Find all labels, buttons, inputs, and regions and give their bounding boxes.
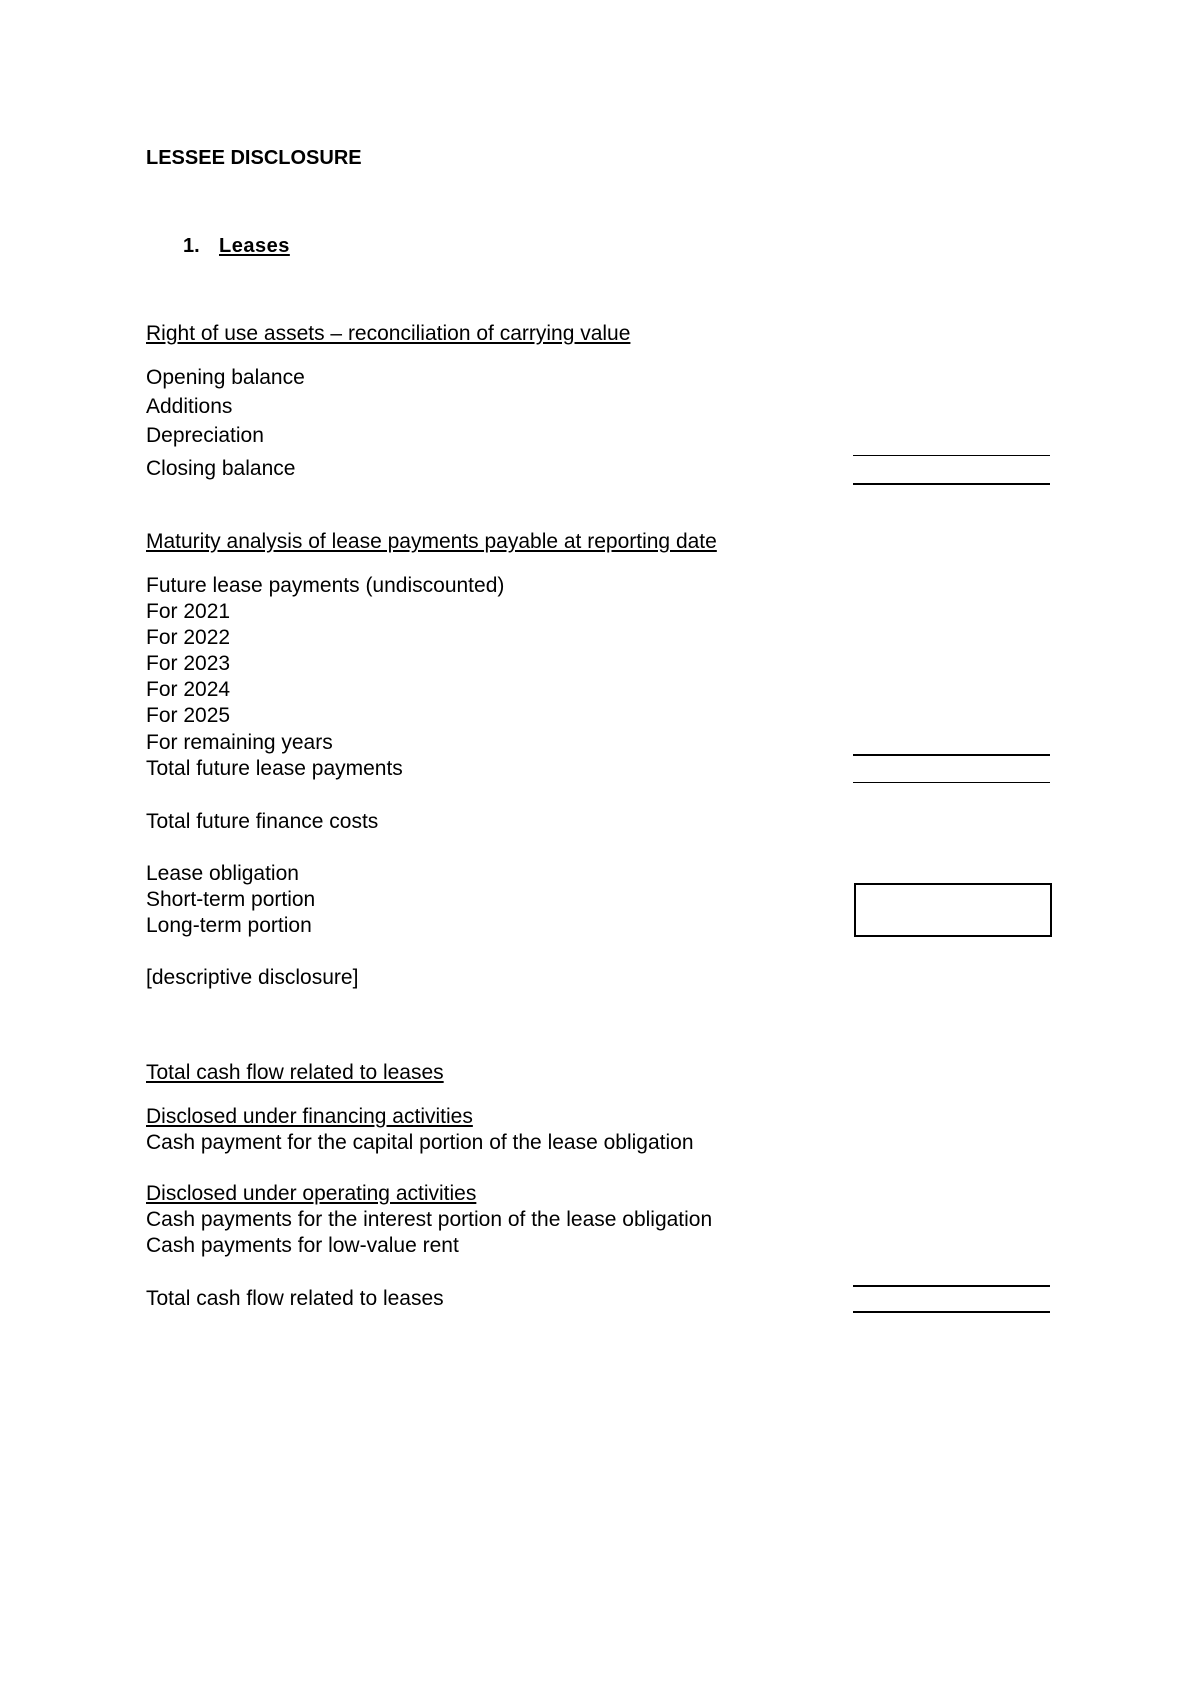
future-payments-label: Future lease payments (undiscounted): [146, 574, 505, 597]
long-term-label: Long-term portion: [146, 914, 312, 937]
subtotal-rule: [853, 754, 1050, 756]
operating-heading: Disclosed under operating activities: [146, 1182, 477, 1205]
low-value-rent-label: Cash payments for low-value rent: [146, 1234, 459, 1257]
financing-heading: Disclosed under financing activities: [146, 1105, 473, 1128]
remaining-years-label: For remaining years: [146, 731, 333, 754]
capital-payment-label: Cash payment for the capital portion of the lease obligation: [146, 1131, 694, 1154]
year-2022-label: For 2022: [146, 626, 231, 649]
total-future-payments-label: Total future lease payments: [146, 757, 403, 780]
year-2021-label: For 2021: [146, 600, 231, 623]
closing-balance-label: Closing balance: [146, 457, 296, 480]
year-2024-label: For 2024: [146, 678, 231, 701]
total-rule: [853, 483, 1050, 485]
document-title: LESSEE DISCLOSURE: [146, 147, 362, 169]
short-term-label: Short-term portion: [146, 888, 316, 911]
year-2025-label: For 2025: [146, 704, 231, 727]
depreciation-label: Depreciation: [146, 424, 264, 447]
subtotal-rule: [853, 1285, 1050, 1287]
total-rule: [853, 1311, 1050, 1313]
cashflow-heading: Total cash flow related to leases: [146, 1061, 444, 1084]
lease-obligation-label: Lease obligation: [146, 862, 299, 885]
rou-heading: Right of use assets – reconciliation of carrying value: [146, 322, 631, 345]
finance-costs-label: Total future finance costs: [146, 810, 379, 833]
year-2023-label: For 2023: [146, 652, 231, 675]
total-cashflow-label: Total cash flow related to leases: [146, 1287, 444, 1310]
additions-label: Additions: [146, 395, 233, 418]
opening-balance-label: Opening balance: [146, 366, 305, 389]
descriptive-disclosure: [descriptive disclosure]: [146, 966, 359, 989]
section-heading: Leases: [219, 235, 290, 257]
obligation-box: [854, 883, 1052, 937]
section-number: 1.: [183, 235, 200, 257]
maturity-heading: Maturity analysis of lease payments payable at reporting date: [146, 530, 717, 553]
interest-payment-label: Cash payments for the interest portion of the lease obligation: [146, 1208, 713, 1231]
subtotal-rule: [853, 455, 1050, 456]
total-rule: [853, 782, 1050, 783]
